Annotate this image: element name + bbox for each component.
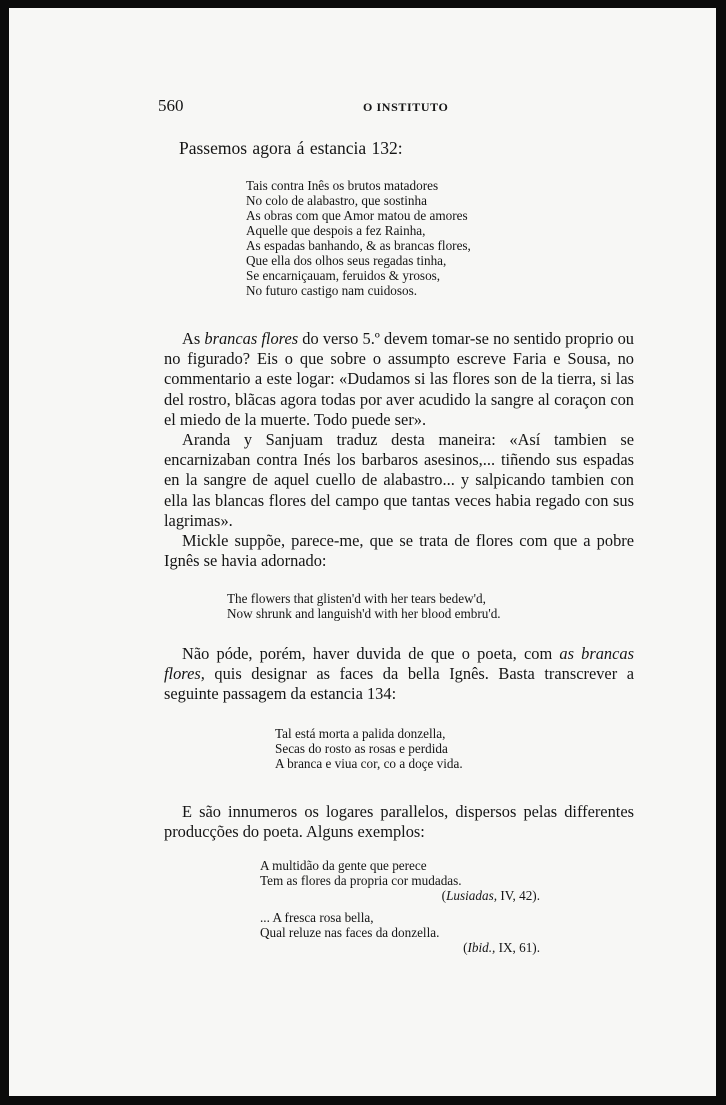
verse-line: Tal está morta a palida donzella, — [275, 726, 446, 741]
paragraph-aranda: Aranda y Sanjuam traduz desta maneira: «Así tambien se encarnizaban contra Inés los barbaros asesinos,... tiñendo sus espadas en la sangre de aquel cuello de alabastro... y salpicando tambien con ella las blancas flores del campo que tantas veces habia regado con sus lagrimas». — [164, 430, 634, 530]
prose-section-2 — [164, 644, 634, 705]
verse-line: Tem as flores da propria cor mudadas. — [260, 873, 462, 888]
verse-line: ... A fresca rosa bella, — [260, 910, 374, 925]
verse-line: No futuro castigo nam cuidosos. — [246, 283, 418, 298]
citation: (Lusiadas, IV, 42). — [441, 888, 540, 903]
emphasis: brancas flores — [204, 329, 299, 348]
paragraph-faces: Não póde, porém, haver duvida de que o poeta, com as brancas flores, quis designar as faces da bella Ignês. Basta transcrever a seguinte passagem da estancia 134: — [164, 644, 634, 704]
prose-section-3 — [164, 802, 634, 842]
verse-block-ibid — [260, 910, 540, 955]
verse-block-mickle — [227, 591, 501, 621]
verse-block-134 — [275, 726, 463, 771]
verse-line: Que ella dos olhos seus regadas tinha, — [246, 253, 447, 268]
intro-line: Passemos agora á estancia 132: — [179, 138, 403, 158]
paragraph-brancas-flores: As brancas flores do verso 5.º devem tomar-se no sentido proprio ou no figurado? Eis o que sobre o assumpto escreve Faria e Sousa, no commentario a este logar: «Dudamos si las flores son de la tierra, si las del rostro, blãcas agora todas por aver acudido la sangre al coraçon con el miedo de la muerte. Todo puede ser». — [164, 329, 634, 429]
verse-line: Qual reluze nas faces da donzella. — [260, 925, 440, 940]
verse-line: Now shrunk and languish'd with her blood embru'd. — [227, 606, 501, 621]
verse-line: The flowers that glisten'd with her tears bedew'd, — [227, 591, 486, 606]
verse-line: Aquelle que despois a fez Rainha, — [246, 223, 426, 238]
page-number: 560 — [158, 96, 184, 115]
prose-section-1 — [164, 329, 634, 571]
verse-line: A multidão da gente que perece — [260, 858, 427, 873]
paragraph-parallels: E são innumeros os logares parallelos, dispersos pelas differentes producções do poeta. Alguns exemplos: — [164, 802, 634, 842]
page-header — [158, 94, 618, 116]
citation: (Ibid., IX, 61). — [463, 940, 540, 955]
running-head: O INSTITUTO — [363, 100, 449, 114]
verse-line: Se encarniçauam, feruidos & yrosos, — [246, 268, 441, 283]
verse-line: A branca e viua cor, co a doçe vida. — [275, 756, 463, 771]
book-page — [9, 8, 716, 1096]
verse-block-132 — [246, 178, 471, 298]
verse-line: Secas do rosto as rosas e perdida — [275, 741, 448, 756]
verse-block-lusiadas — [260, 858, 540, 903]
verse-line: Tais contra Inês os brutos matadores — [246, 178, 439, 193]
paragraph-mickle: Mickle suppõe, parece-me, que se trata de flores com que a pobre Ignês se havia adornado: — [164, 531, 634, 571]
verse-line: As espadas banhando, & as brancas flores, — [246, 238, 471, 253]
verse-line: As obras com que Amor matou de amores — [246, 208, 468, 223]
verse-line: No colo de alabastro, que sostinha — [246, 193, 427, 208]
emphasis: as brancas flores, — [164, 644, 634, 684]
